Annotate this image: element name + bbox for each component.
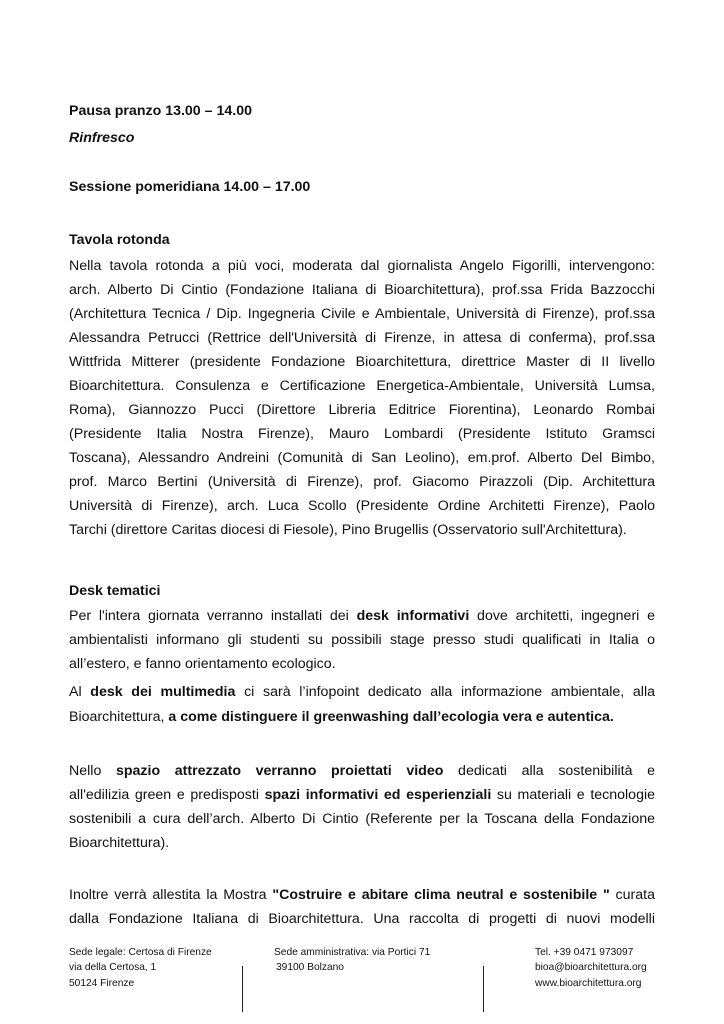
paragraph-line: ambientalisti informano gli studenti su possibili stage presso studi qualificati in Italia o	[69, 632, 655, 648]
footer-admin-address: Sede amministrativa: via Portici 71	[274, 947, 431, 958]
paragraph-line	[69, 683, 655, 701]
text-run: all'edilizia green e predisposti	[69, 787, 265, 803]
paragraph-line: Tarchi (direttore Caritas diocesi di Fiesole), Pino Brugellis (Osservatorio sull'Architettura).	[69, 522, 627, 538]
desks-title: Desk tematici	[69, 583, 161, 599]
paragraph-line: Bioarchitettura. Consulenza e Certificazione Energetica-Ambientale, Università Lumsa,	[69, 378, 655, 394]
text-run: Per l'intera giornata verranno installati dei	[69, 608, 357, 624]
paragraph-line: Toscana), Alessandro Andreini (Comunità di San Leolino), em.prof. Alberto Del Bimbo,	[69, 450, 655, 466]
paragraph-line: Nella tavola rotonda a più voci, moderata dal giornalista Angelo Figorilli, intervengono:	[69, 258, 655, 274]
footer-legal-city: 50124 Firenze	[69, 978, 135, 989]
text-run: curata	[609, 887, 655, 903]
text-run: Nello	[69, 763, 116, 779]
bold-run: desk dei multimedia	[90, 684, 236, 700]
paragraph-line	[69, 762, 655, 780]
footer-email-link[interactable]: bioa@bioarchitettura.org	[535, 962, 647, 973]
paragraph-line: arch. Alberto Di Cintio (Fondazione Italiana di Bioarchitettura), prof.ssa Frida Bazzocchi	[69, 282, 655, 298]
paragraph-line	[69, 886, 655, 904]
paragraph-line: dalla Fondazione Italiana di Bioarchitettura. Una raccolta di progetti di nuovi modelli	[69, 911, 655, 927]
text-run: Inoltre verrà allestita la Mostra	[69, 887, 273, 903]
bold-run: "Costruire e abitare clima neutral e sostenibile "	[272, 887, 610, 903]
text-run: Bioarchitettura,	[69, 709, 169, 725]
paragraph-line: Roma), Giannozzo Pucci (Direttore Libreria Editrice Fiorentina), Leonardo Rombai	[69, 402, 655, 418]
footer-admin-city: 39100 Bolzano	[276, 962, 344, 973]
paragraph-line	[69, 708, 655, 726]
text-run: su materiali e tecnologie	[491, 787, 656, 803]
paragraph-line: prof. Marco Bertini (Università di Firenze), prof. Giacomo Pirazzoli (Dip. Architettura	[69, 474, 655, 490]
footer-legal-address: Sede legale: Certosa di Firenze	[69, 947, 212, 958]
bold-run: desk informativi	[356, 608, 470, 624]
lunch-title: Pausa pranzo 13.00 – 14.00	[69, 103, 252, 119]
bold-run: spazi informativi ed esperienziali	[264, 787, 492, 803]
text-run: ci sarà l’infopoint dedicato alla informazione ambientale, alla	[235, 684, 655, 700]
paragraph-line	[69, 786, 655, 804]
paragraph-line: (Architettura Tecnica / Dip. Ingegneria Civile e Ambientale, Università di Firenze), prof.ssa	[69, 306, 655, 322]
footer-divider	[242, 966, 243, 1012]
footer-legal-street: via della Certosa, 1	[69, 962, 157, 973]
paragraph-line: all’estero, e fanno orientamento ecologico.	[69, 656, 336, 672]
afternoon-session-title: Sessione pomeridiana 14.00 – 17.00	[69, 179, 311, 195]
paragraph-line: Bioarchitettura).	[69, 835, 170, 851]
footer-phone: Tel. +39 0471 973097	[535, 947, 634, 958]
paragraph-line: sostenibili a cura dell’arch. Alberto Di Cintio (Referente per la Toscana della Fondazione	[69, 811, 655, 827]
paragraph-line: (Presidente Italia Nostra Firenze), Mauro Lombardi (Presidente Istituto Gramsci	[69, 426, 655, 442]
text-run: dove architetti, ingegneri e	[469, 608, 655, 624]
paragraph-line: Wittfrida Mitterer (presidente Fondazione Bioarchitettura, direttrice Master di II livello	[69, 354, 655, 370]
footer-website-link[interactable]: www.bioarchitettura.org	[535, 978, 642, 989]
round-table-title: Tavola rotonda	[69, 232, 170, 248]
text-run: dedicati alla sostenibilità e	[443, 763, 655, 779]
bold-run: spazio attrezzato verranno proiettati video	[115, 763, 444, 779]
paragraph-line: Università di Firenze), arch. Luca Scollo (Presidente Ordine Architetti Firenze), Paolo	[69, 498, 655, 514]
bold-run: a come distinguere il greenwashing dall’ecologia vera e autentica.	[168, 709, 614, 725]
paragraph-line	[69, 607, 655, 625]
paragraph-line: Alessandra Petrucci (Rettrice dell'Università di Firenze, in attesa di conferma), prof.ssa	[69, 330, 655, 346]
text-run: Al	[69, 684, 91, 700]
footer-divider	[483, 966, 484, 1012]
lunch-subtitle: Rinfresco	[69, 130, 135, 146]
